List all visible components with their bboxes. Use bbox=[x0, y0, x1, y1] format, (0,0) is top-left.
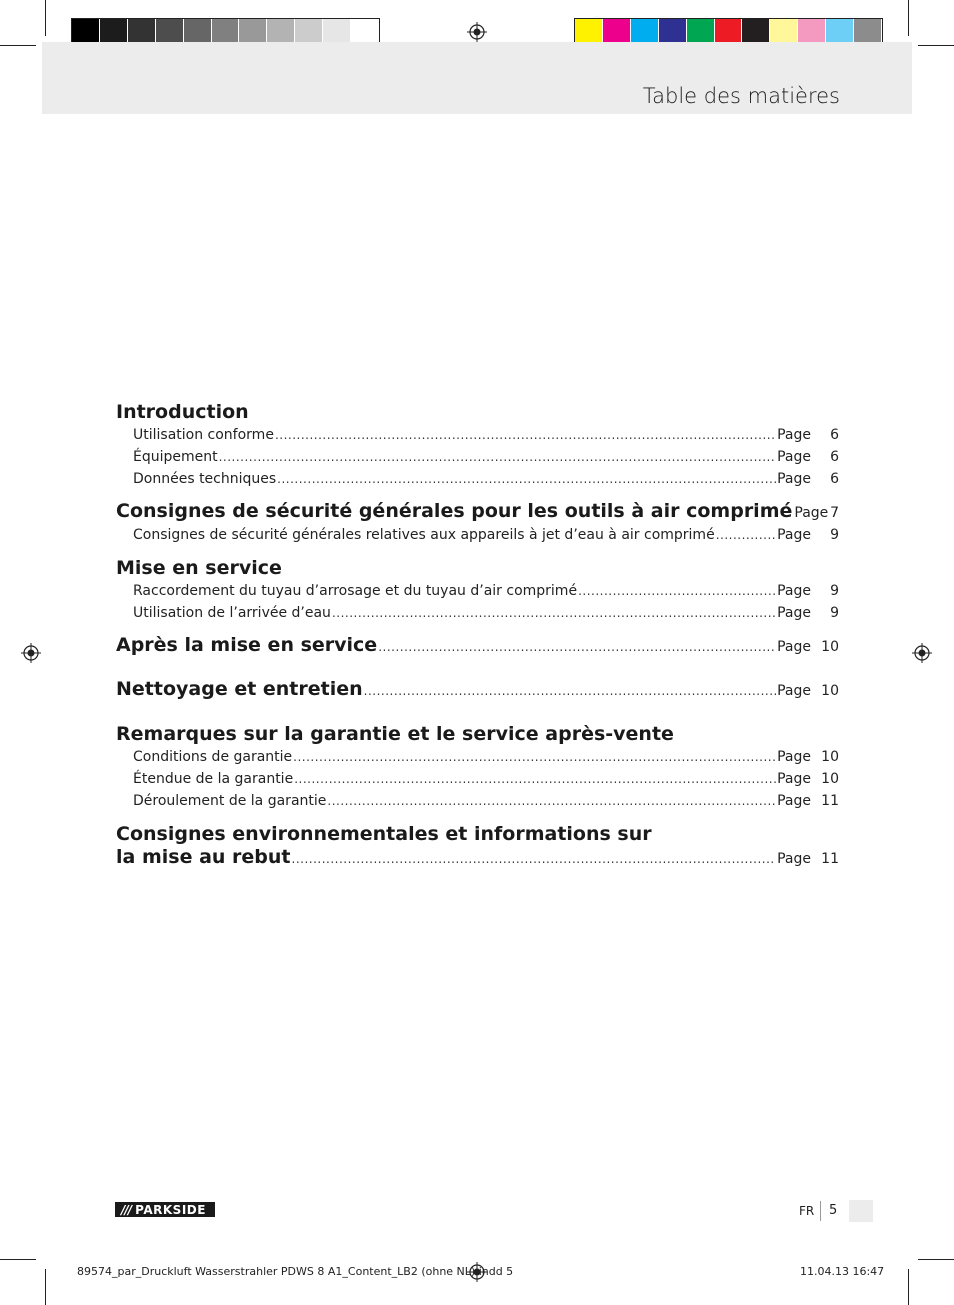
registration-mark-icon bbox=[467, 22, 487, 42]
toc-entry-label: Données techniques bbox=[133, 471, 277, 487]
toc-entry[interactable]: Nettoyage et entretien ..... Page 10 bbox=[116, 678, 839, 702]
toc-entry[interactable]: la mise au rebut ..... Page 11 bbox=[116, 846, 839, 870]
toc-section bbox=[116, 678, 839, 702]
toc-entry[interactable]: Étendue de la garantie ..... Page 10 bbox=[116, 768, 839, 790]
toc-entry-label: Déroulement de la garantie bbox=[133, 793, 327, 809]
toc-entry[interactable]: Équipement ..... Page 6 bbox=[116, 446, 839, 468]
crop-mark bbox=[45, 1269, 46, 1305]
logo-stripes-icon: /// bbox=[121, 1202, 132, 1217]
crop-mark bbox=[908, 1269, 909, 1305]
toc-entry[interactable]: Conditions de garantie ..... Page 10 bbox=[116, 746, 839, 768]
registration-mark-icon bbox=[21, 643, 41, 663]
toc-section bbox=[116, 400, 839, 490]
toc-entry[interactable]: Données techniques ..... Page 6 bbox=[116, 468, 839, 490]
toc-heading: Introduction bbox=[116, 401, 249, 423]
toc-entry[interactable]: Consignes de sécurité générales relatives aux appareils à jet d’eau à air comprimé ..... Page 9 bbox=[116, 524, 839, 546]
toc-heading: Après la mise en service bbox=[116, 634, 378, 656]
page-tab bbox=[849, 1200, 873, 1222]
language-code: FR bbox=[799, 1204, 815, 1218]
print-slug-file: 89574_par_Druckluft Wasserstrahler PDWS 8 A1_Content_LB2 (ohne NL).indd 5 bbox=[77, 1265, 514, 1278]
toc-heading: la mise au rebut bbox=[116, 846, 291, 868]
toc-heading: Nettoyage et entretien bbox=[116, 678, 363, 700]
crop-mark bbox=[918, 1259, 954, 1260]
toc-entry[interactable]: Après la mise en service ..... Page 10 bbox=[116, 634, 839, 658]
toc-entry-label: Équipement bbox=[133, 449, 218, 465]
toc-entry[interactable]: Raccordement du tuyau d’arrosage et du tuyau d’air comprimé ..... Page 9 bbox=[116, 580, 839, 602]
toc-section bbox=[116, 822, 839, 870]
table-of-contents bbox=[116, 400, 839, 870]
crop-mark bbox=[0, 45, 36, 46]
toc-entry-label: Utilisation conforme bbox=[133, 427, 274, 443]
toc-entry-label: Raccordement du tuyau d’arrosage et du tuyau d’air comprimé bbox=[133, 583, 578, 599]
toc-heading: Mise en service bbox=[116, 557, 282, 579]
crop-mark bbox=[45, 0, 46, 36]
toc-entry[interactable]: Consignes de sécurité générales pour les outils à air comprimé Page 7 bbox=[116, 500, 839, 522]
toc-entry-label: Conditions de garantie bbox=[133, 749, 293, 765]
toc-entry[interactable]: Utilisation de l’arrivée d’eau ..... Page 9 bbox=[116, 602, 839, 624]
toc-entry-label: Étendue de la garantie bbox=[133, 771, 294, 787]
toc-entry[interactable]: Utilisation conforme ..... Page 6 bbox=[116, 424, 839, 446]
crop-mark bbox=[908, 0, 909, 36]
registration-mark-icon bbox=[912, 643, 932, 663]
page-title: Table des matières bbox=[642, 84, 840, 108]
toc-entry[interactable]: Déroulement de la garantie ..... Page 11 bbox=[116, 790, 839, 812]
crop-mark bbox=[918, 45, 954, 46]
toc-section bbox=[116, 722, 839, 812]
toc-heading: Consignes environnementales et informations sur bbox=[116, 823, 652, 845]
toc-entry-label: Utilisation de l’arrivée d’eau bbox=[133, 605, 331, 621]
toc-section bbox=[116, 556, 839, 624]
crop-mark bbox=[0, 1259, 36, 1260]
page-number: 5 bbox=[829, 1203, 838, 1218]
parkside-logo bbox=[115, 1202, 215, 1217]
toc-entry-label: Consignes de sécurité générales relatives aux appareils à jet d’eau à air comprimé bbox=[133, 527, 715, 543]
toc-heading: Consignes de sécurité générales pour les outils à air comprimé bbox=[116, 500, 793, 522]
brand-name: PARKSIDE bbox=[135, 1202, 206, 1217]
print-slug-date: 11.04.13 16:47 bbox=[800, 1265, 885, 1278]
footer-divider bbox=[820, 1201, 821, 1221]
toc-section bbox=[116, 500, 839, 546]
toc-heading: Remarques sur la garantie et le service après-vente bbox=[116, 723, 674, 745]
toc-section bbox=[116, 634, 839, 658]
